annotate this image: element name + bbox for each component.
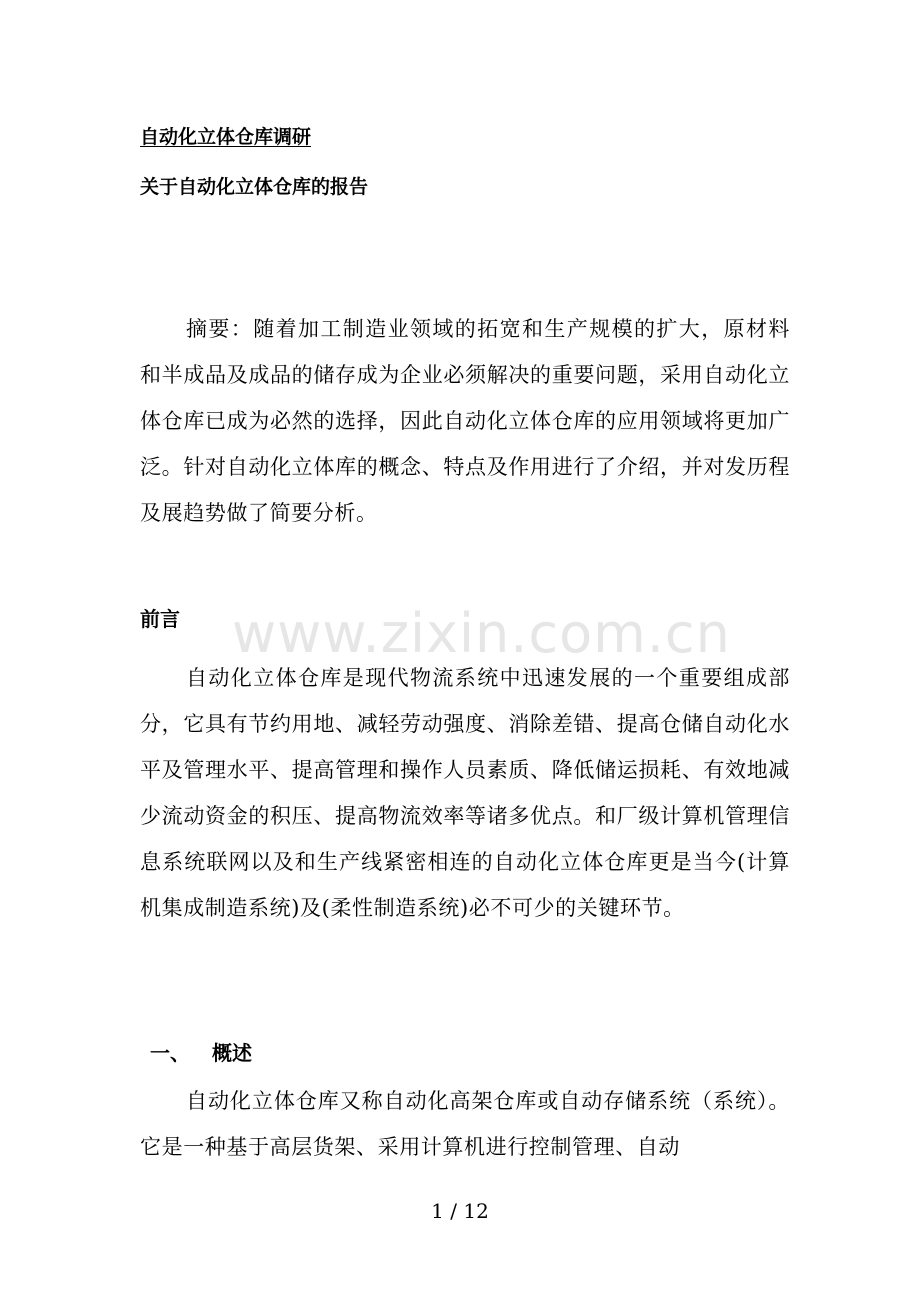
watermark: www.zixin.com.cn — [232, 602, 731, 665]
document-subtitle: 关于自动化立体仓库的报告 — [140, 176, 369, 198]
section-1-heading — [150, 1040, 252, 1066]
preface-paragraph: 自动化立体仓库是现代物流系统中迅速发展的一个重要组成部分，它具有节约用地、减轻劳动强度、消除差错、提高仓储自动化水平及管理水平、提高管理和操作人员素质、降低储运损耗、有效地减少流动资金的积压、提高物流效率等诸多优点。和厂级计算机管理信息系统联网以及和生产线紧密相连的自动化立体仓库更是当今(计算机集成制造系统)及(柔性制造系统)必不可少的关键环节。 — [140, 666, 790, 920]
page-number: 1 / 12 — [431, 1199, 489, 1223]
abstract-paragraph: 摘要：随着加工制造业领域的拓宽和生产规模的扩大，原材料和半成品及成品的储存成为企业必须解决的重要问题，采用自动化立体仓库已成为必然的选择，因此自动化立体仓库的应用领域将更加广泛。针对自动化立体库的概念、特点及作用进行了介绍，并对发历程及展趋势做了简要分析。 — [140, 317, 790, 525]
section-1-paragraph: 自动化立体仓库又称自动化高架仓库或自动存储系统（系统）。它是一种基于高层货架、采用计算机进行控制管理、自动 — [140, 1089, 790, 1159]
section-1-number: 一、 — [150, 1041, 190, 1065]
preface-heading: 前言 — [140, 607, 180, 631]
document-title: 自动化立体仓库调研 — [140, 126, 312, 148]
section-1-title: 概述 — [212, 1041, 252, 1065]
